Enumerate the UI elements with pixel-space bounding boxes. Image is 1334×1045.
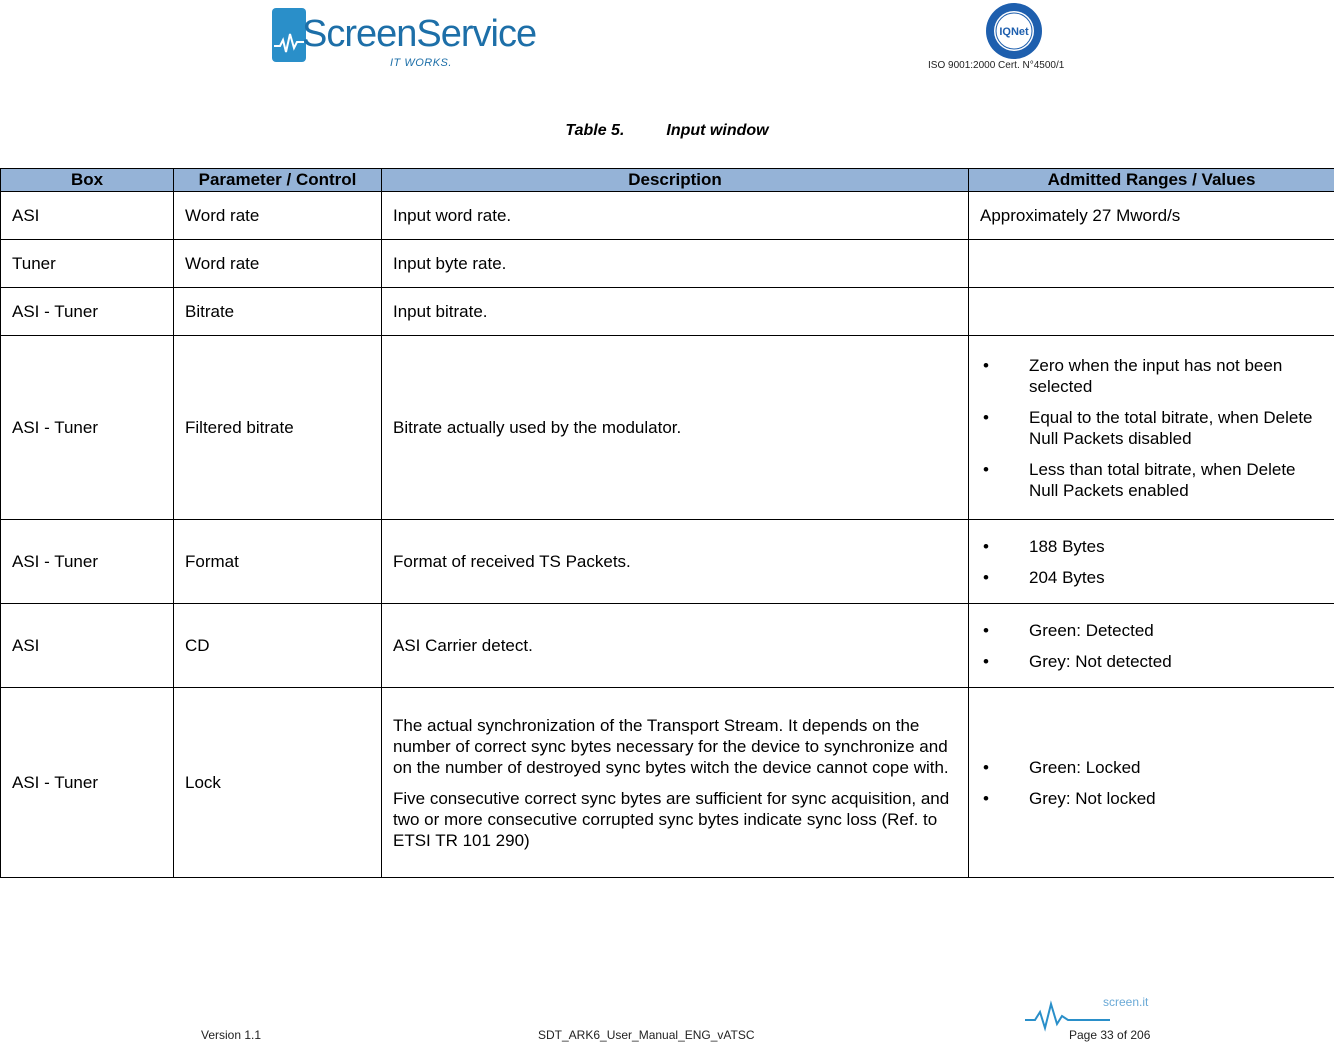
- cell-desc: [382, 688, 969, 878]
- table-row: [1, 240, 1334, 288]
- cell-param: Bitrate: [174, 288, 382, 336]
- cert-text: ISO 9001:2000 Cert. N°4500/1: [928, 60, 1065, 71]
- cell-values: [969, 604, 1334, 688]
- desc-paragraph: The actual synchronization of the Transport Stream. It depends on the number of correct sync bytes necessary for the device to synchronize and on the number of destroyed sync bytes witch the device cannot cope with.: [393, 715, 949, 777]
- footer-brand: screen.it: [1103, 995, 1149, 1009]
- cell-param: Filtered bitrate: [174, 336, 382, 520]
- company-logo: [272, 8, 537, 70]
- cell-param: Format: [174, 520, 382, 604]
- list-item: • Less than total bitrate, when Delete Null Packets enabled: [980, 459, 1326, 501]
- cell-values: Approximately 27 Mword/s: [969, 192, 1334, 240]
- cell-box: ASI - Tuner: [1, 288, 174, 336]
- cert-badge-text: IQNet: [999, 26, 1029, 38]
- certification-seal-icon: [985, 2, 1043, 60]
- list-item: • 188 Bytes: [980, 536, 1326, 557]
- list-item: • Grey: Not detected: [980, 651, 1326, 672]
- table-row: [1, 604, 1334, 688]
- values-list: [980, 757, 1326, 809]
- cell-values: [969, 336, 1334, 520]
- table-row: [1, 688, 1334, 878]
- list-item: • Green: Detected: [980, 620, 1326, 641]
- table-row: [1, 192, 1334, 240]
- cell-desc: Input bitrate.: [382, 288, 969, 336]
- list-item: • Green: Locked: [980, 757, 1326, 778]
- table-row: [1, 520, 1334, 604]
- cell-desc: Input word rate.: [382, 192, 969, 240]
- header-values: Admitted Ranges / Values: [969, 169, 1334, 192]
- cell-desc: ASI Carrier detect.: [382, 604, 969, 688]
- cell-param: CD: [174, 604, 382, 688]
- cell-values: [969, 688, 1334, 878]
- cell-values: [969, 520, 1334, 604]
- cell-param: Word rate: [174, 192, 382, 240]
- table-row: [1, 288, 1334, 336]
- cell-box: ASI: [1, 192, 174, 240]
- cell-box: ASI - Tuner: [1, 688, 174, 878]
- cell-values: [969, 288, 1334, 336]
- footer-version: Version 1.1: [201, 1028, 262, 1042]
- header-description: Description: [382, 169, 969, 192]
- caption-number: Table 5.: [565, 122, 625, 139]
- header-parameter: Parameter / Control: [174, 169, 382, 192]
- header-box: Box: [1, 169, 174, 192]
- cell-desc: Bitrate actually used by the modulator.: [382, 336, 969, 520]
- list-item: • Grey: Not locked: [980, 788, 1326, 809]
- list-item: • 204 Bytes: [980, 567, 1326, 588]
- cell-desc: Format of received TS Packets.: [382, 520, 969, 604]
- cell-param: Lock: [174, 688, 382, 878]
- input-window-table: [0, 168, 1334, 878]
- cell-box: Tuner: [1, 240, 174, 288]
- logo-mark: [272, 8, 306, 62]
- table-row: [1, 336, 1334, 520]
- table-caption: [0, 122, 1334, 140]
- desc-paragraph: Five consecutive correct sync bytes are sufficient for sync acquisition, and two or more consecutive corrupted sync bytes indicate sync loss (Ref. to ETSI TR 101 290): [393, 788, 950, 850]
- cell-desc: Input byte rate.: [382, 240, 969, 288]
- logo-text: ScreenService: [302, 13, 537, 55]
- caption-title: Input window: [666, 122, 769, 139]
- footer-document: SDT_ARK6_User_Manual_ENG_vATSC: [538, 1028, 755, 1042]
- cell-box: ASI - Tuner: [1, 336, 174, 520]
- values-list: [980, 536, 1326, 588]
- cell-box: ASI - Tuner: [1, 520, 174, 604]
- values-list: [980, 620, 1326, 672]
- cell-param: Word rate: [174, 240, 382, 288]
- list-item: • Equal to the total bitrate, when Delete Null Packets disabled: [980, 407, 1326, 449]
- cell-values: [969, 240, 1334, 288]
- footer-page: Page 33 of 206: [1069, 1028, 1151, 1042]
- cell-box: ASI: [1, 604, 174, 688]
- values-list: [980, 355, 1326, 501]
- list-item: • Zero when the input has not been selected: [980, 355, 1326, 397]
- table-header-row: [1, 169, 1334, 192]
- logo-tagline: IT WORKS.: [390, 57, 452, 69]
